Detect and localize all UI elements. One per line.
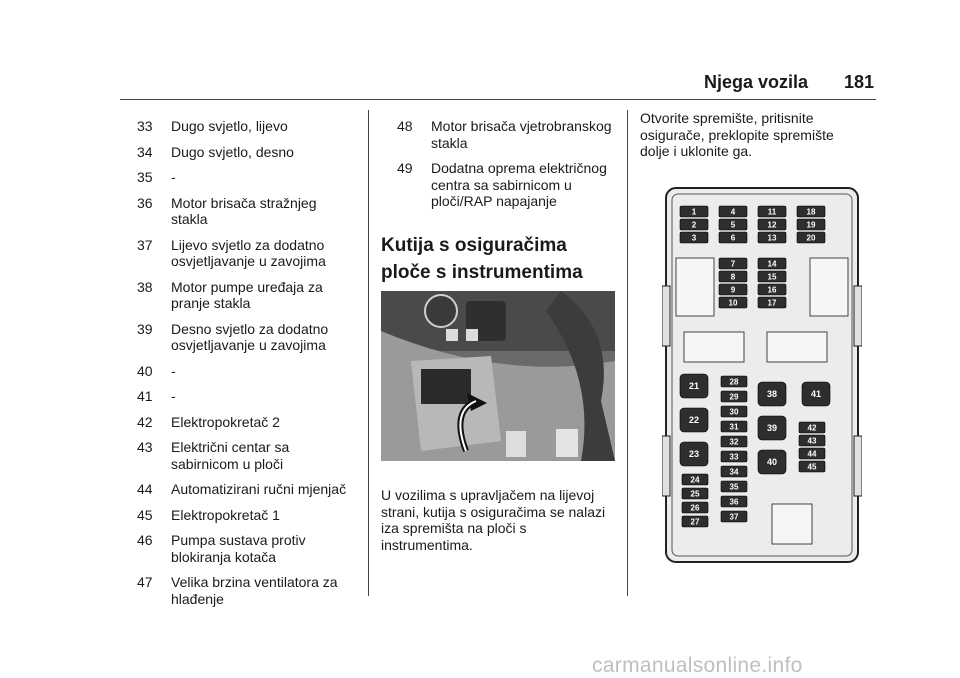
fuse-13	[758, 232, 786, 243]
fuse-39	[758, 416, 786, 440]
fuse-description: Lijevo svjetlo za dodatno osvjetljavanje u zavojima	[171, 236, 326, 269]
fuse-label: 25	[690, 489, 700, 499]
fuse-2	[680, 219, 708, 230]
fuse-label: 8	[730, 272, 736, 282]
fuse-label: 42	[807, 423, 817, 433]
fuse-description: Dodatna oprema električnog centra sa sabirnicom u ploči/RAP napajanje	[431, 160, 607, 209]
fuse-40	[758, 450, 786, 474]
fuse-3	[680, 232, 708, 243]
fuse-20	[797, 232, 825, 243]
fuse-5	[719, 219, 747, 230]
fuse-12	[758, 219, 786, 230]
fuse-description: Električni centar sa sabirnicom u ploči	[171, 439, 290, 472]
fuse-42	[799, 422, 825, 433]
fuse-label: 17	[767, 298, 777, 308]
fuse-1	[680, 206, 708, 217]
section-heading: Kutija s osiguračima ploče s instrumentima	[381, 235, 583, 283]
fuse-number: 42	[137, 413, 153, 430]
page-number: 181	[843, 72, 874, 92]
fuse-description: Dugo svjetlo, desno	[171, 143, 294, 160]
fuse-label: 41	[810, 389, 822, 399]
fuse-number: 39	[137, 320, 153, 337]
fuse-number: 35	[137, 169, 153, 185]
fuse-number: 38	[137, 278, 153, 295]
clip-right-upper	[854, 286, 862, 346]
fuse-label: 28	[729, 377, 739, 387]
fuse-list-item	[137, 481, 352, 498]
fuse-list-left	[137, 118, 352, 616]
fuse-label: 34	[729, 467, 739, 477]
fuse-26	[682, 502, 708, 513]
fuse-list-item	[397, 160, 612, 210]
fuse-label: 4	[730, 207, 736, 217]
header-rule	[120, 99, 876, 100]
fuse-label: 35	[729, 482, 739, 492]
fuse-list-item	[137, 195, 352, 228]
dashboard-photo	[381, 291, 615, 461]
relay-block-center-left	[684, 332, 744, 362]
fuse-description: Desno svjetlo za dodatno osvjetljavanje u zavojima	[171, 320, 329, 353]
fuse-label: 43	[807, 436, 817, 446]
fuse-number: 40	[137, 362, 153, 379]
fuse-description: -	[171, 169, 176, 185]
fuse-label: 3	[691, 233, 697, 243]
fuse-28	[721, 376, 747, 387]
fuse-label: 1	[691, 207, 697, 217]
fuse-36	[721, 496, 747, 507]
fuse-15	[758, 271, 786, 282]
fuse-label: 31	[729, 422, 739, 432]
fuse-list-item	[397, 118, 612, 151]
fuse-list-item	[137, 507, 352, 524]
fuse-22	[680, 408, 708, 432]
fuse-label: 39	[766, 423, 778, 433]
fuse-label: 20	[806, 233, 816, 243]
fuse-label: 7	[730, 259, 736, 269]
fuse-7	[719, 258, 747, 269]
fuse-35	[721, 481, 747, 492]
relay-block-left	[676, 258, 714, 316]
fuse-label: 13	[767, 233, 777, 243]
column-divider-left	[368, 110, 369, 596]
fuse-label: 6	[730, 233, 736, 243]
fuse-list-item	[137, 532, 352, 565]
fuse-label: 23	[688, 449, 700, 459]
fuse-description: Pumpa sustava protiv blokiranja kotača	[171, 532, 306, 565]
fuse-label: 27	[690, 517, 700, 527]
fuse-37	[721, 511, 747, 522]
fuse-30	[721, 406, 747, 417]
fuse-29	[721, 391, 747, 402]
fuse-label: 24	[690, 475, 700, 485]
fuse-21	[680, 374, 708, 398]
fuse-38	[758, 382, 786, 406]
fuse-list-item	[137, 363, 352, 380]
clip-left-lower	[662, 436, 670, 496]
bottom-connector	[772, 504, 812, 544]
clip-right-lower	[854, 436, 862, 496]
fuse-list-item	[137, 169, 352, 186]
fuse-label: 38	[766, 389, 778, 399]
fuse-44	[799, 448, 825, 459]
fuse-list-item	[137, 388, 352, 405]
fuse-label: 11	[767, 207, 777, 217]
fuse-label: 19	[806, 220, 816, 230]
fuse-label: 22	[688, 415, 700, 425]
fuse-number: 34	[137, 143, 153, 160]
watermark: carmanualsonline.info	[592, 654, 803, 677]
fuse-label: 10	[728, 298, 738, 308]
fuse-list-item	[137, 574, 352, 607]
relay-block-center-right	[767, 332, 827, 362]
fuse-number: 49	[397, 160, 413, 176]
fuse-label: 44	[807, 449, 817, 459]
fuse-description: -	[171, 388, 176, 404]
clip-left-upper	[662, 286, 670, 346]
fuse-10	[719, 297, 747, 308]
fuse-description: Motor brisača stražnjeg stakla	[171, 194, 317, 227]
fuse-19	[797, 219, 825, 230]
running-head	[704, 72, 874, 93]
fuse-number: 41	[137, 388, 153, 404]
fuse-number: 46	[137, 532, 153, 548]
fuse-6	[719, 232, 747, 243]
fuse-list-item	[137, 279, 352, 312]
fuse-16	[758, 284, 786, 295]
fuse-33	[721, 451, 747, 462]
fuse-box-diagram	[662, 186, 862, 564]
fuse-43	[799, 435, 825, 446]
fuse-label: 2	[691, 220, 697, 230]
fuse-25	[682, 488, 708, 499]
fuse-description: Motor pumpe uređaja za pranje stakla	[171, 278, 323, 311]
fuse-number: 45	[137, 506, 153, 523]
fuse-14	[758, 258, 786, 269]
fuse-41	[802, 382, 830, 406]
fuse-label: 36	[729, 497, 739, 507]
fuse-label: 45	[807, 462, 817, 472]
fuse-9	[719, 284, 747, 295]
section-title: Njega vozila	[704, 72, 809, 92]
fuse-label: 30	[729, 407, 739, 417]
fuse-label: 32	[729, 437, 739, 447]
fuse-list-item	[137, 237, 352, 270]
fuse-number: 33	[137, 118, 153, 134]
fuse-list-item	[137, 414, 352, 431]
fuse-18	[797, 206, 825, 217]
fuse-number: 47	[137, 574, 153, 590]
fuse-label: 33	[729, 452, 739, 462]
fuse-list-item	[137, 118, 352, 135]
fuse-label: 16	[767, 285, 777, 295]
fuse-45	[799, 461, 825, 472]
relay-block-right	[810, 258, 848, 316]
fuse-label: 29	[729, 392, 739, 402]
fuse-8	[719, 271, 747, 282]
fuse-4	[719, 206, 747, 217]
column-divider-right	[627, 110, 628, 596]
fuse-label: 9	[730, 285, 736, 295]
fuse-number: 44	[137, 481, 153, 497]
fuse-list-middle	[397, 118, 612, 219]
fuse-31	[721, 421, 747, 432]
fuse-32	[721, 436, 747, 447]
fuse-label: 40	[766, 457, 778, 467]
fuse-number: 48	[397, 118, 413, 134]
fuse-number: 36	[137, 194, 153, 211]
fuse-description: Elektropokretač 1	[171, 506, 280, 523]
fuse-description: Elektropokretač 2	[171, 413, 280, 430]
fuse-list-item	[137, 321, 352, 354]
fuse-24	[682, 474, 708, 485]
fuse-number: 43	[137, 439, 153, 455]
instruction-paragraph: Otvorite spremište, pritisnite osigurače, preklopite spremište dolje i uklonite ga.	[640, 110, 834, 159]
fuse-23	[680, 442, 708, 466]
fuse-label: 26	[690, 503, 700, 513]
fuse-label: 18	[806, 207, 816, 217]
fuse-label: 15	[767, 272, 777, 282]
fuse-label: 12	[767, 220, 777, 230]
fuse-description: Motor brisača vjetrobranskog stakla	[431, 118, 612, 151]
fuse-11	[758, 206, 786, 217]
location-paragraph: U vozilima s upravljačem na lijevoj strani, kutija s osiguračima se nalazi iza spremišta na ploči s instrumentima.	[381, 487, 606, 553]
fuse-label: 5	[730, 220, 736, 230]
fuse-27	[682, 516, 708, 527]
fuse-description: -	[171, 362, 176, 379]
fuse-label: 21	[688, 381, 700, 391]
fuse-list-item	[137, 144, 352, 161]
fuse-number: 37	[137, 236, 153, 253]
fuse-17	[758, 297, 786, 308]
fuse-description: Automatizirani ručni mjenjač	[171, 481, 347, 497]
fuse-34	[721, 466, 747, 477]
fuse-list-item	[137, 439, 352, 472]
fuse-description: Velika brzina ventilatora za hlađenje	[171, 574, 338, 607]
fuse-description: Dugo svjetlo, lijevo	[171, 118, 288, 134]
fuse-label: 37	[729, 512, 739, 522]
fuse-label: 14	[767, 259, 777, 269]
